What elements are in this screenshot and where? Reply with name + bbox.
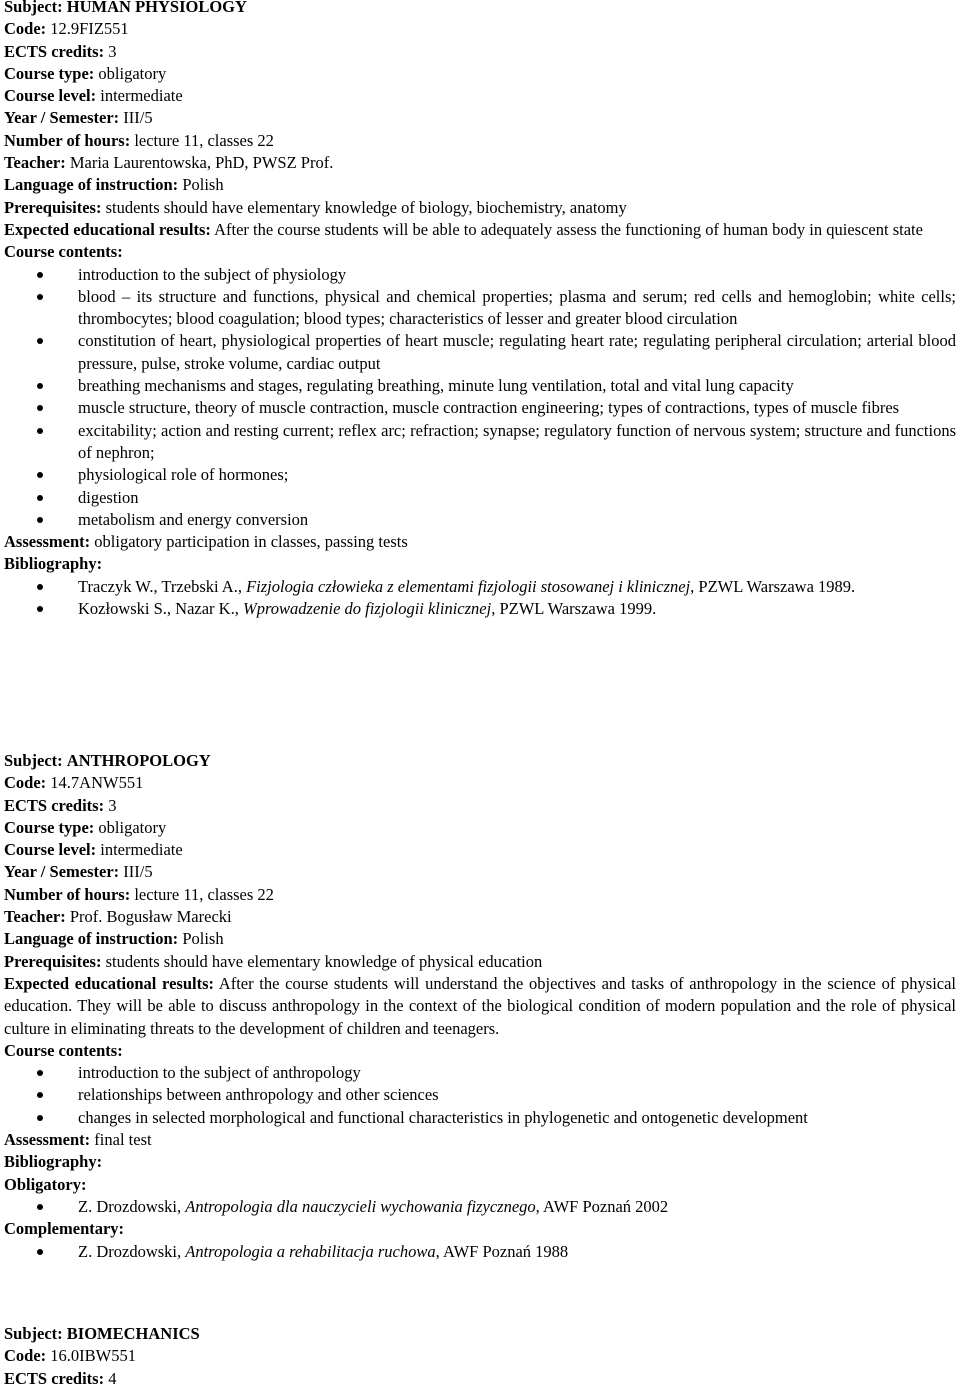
list-item: relationships between anthropology and other sciences	[4, 1084, 956, 1106]
biblio-publisher: , PZWL Warszawa 1989.	[690, 576, 856, 596]
code-line	[4, 1345, 956, 1367]
list-item: introduction to the subject of physiology	[4, 264, 956, 286]
subject-line	[4, 0, 956, 18]
assessment-label: Assessment:	[4, 532, 91, 552]
bibliography-label: Bibliography:	[4, 1152, 103, 1172]
language-line	[4, 928, 956, 950]
code-line	[4, 18, 956, 40]
code-value: 12.9FIZ551	[50, 19, 129, 39]
prerequisites-label: Prerequisites:	[4, 951, 102, 971]
hours-value: lecture 11, classes 22	[134, 130, 274, 150]
hours-line	[4, 884, 956, 906]
biblio-publisher: , PZWL Warszawa 1999.	[491, 599, 657, 619]
bibliography-label: Bibliography:	[4, 554, 103, 574]
teacher-line	[4, 152, 956, 174]
year-label: Year / Semester:	[4, 862, 120, 882]
bibliography-item	[4, 1241, 956, 1263]
hours-line	[4, 130, 956, 152]
prerequisites-line	[4, 197, 956, 219]
bibliography-item	[4, 576, 956, 598]
bibliography-item	[4, 598, 956, 620]
teacher-value: Maria Laurentowska, PhD, PWSZ Prof.	[69, 153, 334, 173]
subject-label: Subject:	[4, 1324, 63, 1343]
year-value: III/5	[123, 108, 153, 128]
teacher-line	[4, 906, 956, 928]
type-value: obligatory	[98, 63, 167, 83]
assessment-value: final test	[94, 1130, 152, 1150]
level-line	[4, 839, 956, 861]
hours-label: Number of hours:	[4, 130, 131, 150]
biblio-title: Antropologia a rehabilitacja ruchowa	[185, 1241, 436, 1261]
subject-label: Subject:	[4, 751, 63, 770]
results-value: After the course students will understand the objectives and tasks of anthropology in the science of physical education. They will be able to discuss anthropology in the context of the biological condition of modern population and the role of physical culture in eliminating threats to the development of children and teenagers.	[4, 973, 957, 1038]
biblio-publisher: , AWF Poznań 2002	[535, 1196, 669, 1216]
code-label: Code:	[4, 1346, 47, 1366]
subject-line	[4, 750, 956, 772]
ects-label: ECTS credits:	[4, 795, 105, 815]
list-item: excitability; action and resting current; reflex arc; refraction; synapse; regulatory function of nervous system; structure and functions of nephron;	[4, 420, 956, 465]
results-label: Expected educational results:	[4, 973, 214, 993]
level-label: Course level:	[4, 86, 97, 106]
type-label: Course type:	[4, 63, 95, 83]
ects-line	[4, 41, 956, 63]
ects-line	[4, 795, 956, 817]
code-value: 14.7ANW551	[50, 773, 144, 793]
assessment-line	[4, 531, 956, 553]
year-line	[4, 107, 956, 129]
prerequisites-value: students should have elementary knowledge of biology, biochemistry, anatomy	[105, 197, 627, 217]
subject-title: HUMAN PHYSIOLOGY	[66, 0, 247, 16]
obligatory-label: Obligatory:	[4, 1174, 87, 1194]
course-human-physiology	[4, 0, 956, 620]
level-line	[4, 85, 956, 107]
course-biomechanics	[4, 1323, 956, 1390]
code-label: Code:	[4, 773, 47, 793]
type-line	[4, 817, 956, 839]
results-label: Expected educational results:	[4, 219, 211, 239]
results-value: After the course students will be able to adequately assess the functioning of human body in quiescent state	[214, 219, 923, 239]
complementary-label: Complementary:	[4, 1219, 125, 1239]
language-line	[4, 174, 956, 196]
type-label: Course type:	[4, 817, 95, 837]
obligatory-list	[4, 1196, 956, 1218]
year-value: III/5	[123, 862, 153, 882]
teacher-label: Teacher:	[4, 907, 66, 927]
level-value: intermediate	[100, 86, 183, 106]
ects-label: ECTS credits:	[4, 1368, 105, 1388]
ects-value: 3	[108, 795, 117, 815]
code-value: 16.0IBW551	[50, 1346, 136, 1366]
level-value: intermediate	[100, 840, 183, 860]
type-value: obligatory	[98, 817, 167, 837]
prerequisites-value: students should have elementary knowledge of physical education	[105, 951, 543, 971]
level-label: Course level:	[4, 840, 97, 860]
contents-list	[4, 264, 956, 532]
assessment-label: Assessment:	[4, 1130, 91, 1150]
list-item: digestion	[4, 487, 956, 509]
hours-value: lecture 11, classes 22	[134, 884, 274, 904]
type-line	[4, 63, 956, 85]
list-item: metabolism and energy conversion	[4, 509, 956, 531]
language-label: Language of instruction:	[4, 929, 179, 949]
biblio-publisher: , AWF Poznań 1988	[435, 1241, 569, 1261]
contents-label: Course contents:	[4, 1040, 123, 1060]
list-item: muscle structure, theory of muscle contraction, muscle contraction engineering; types of contractions, types of muscle fibres	[4, 397, 956, 419]
complementary-list	[4, 1241, 956, 1263]
biblio-title: Wprowadzenie do fizjologii klinicznej	[242, 599, 492, 619]
year-line	[4, 861, 956, 883]
biblio-authors: Z. Drozdowski,	[78, 1241, 182, 1261]
ects-label: ECTS credits:	[4, 41, 105, 61]
bibliography-list	[4, 576, 956, 621]
results-line	[4, 219, 956, 241]
prerequisites-line	[4, 951, 956, 973]
list-item: physiological role of hormones;	[4, 464, 956, 486]
biblio-title: Fizjologia człowieka z elementami fizjologii stosowanej i klinicznej	[246, 576, 691, 596]
biblio-authors: Z. Drozdowski,	[78, 1196, 182, 1216]
subject-label: Subject:	[4, 0, 63, 16]
list-item: breathing mechanisms and stages, regulating breathing, minute lung ventilation, total and vital lung capacity	[4, 375, 956, 397]
language-value: Polish	[182, 175, 224, 195]
assessment-value: obligatory participation in classes, passing tests	[94, 532, 408, 552]
language-label: Language of instruction:	[4, 175, 179, 195]
language-value: Polish	[182, 929, 224, 949]
contents-list	[4, 1062, 956, 1129]
subject-title: ANTHROPOLOGY	[66, 751, 211, 770]
bibliography-item	[4, 1196, 956, 1218]
contents-label: Course contents:	[4, 242, 123, 262]
teacher-label: Teacher:	[4, 153, 66, 173]
code-label: Code:	[4, 19, 47, 39]
ects-value: 3	[108, 41, 117, 61]
code-line	[4, 772, 956, 794]
list-item: blood – its structure and functions, physical and chemical properties; plasma and serum; red cells and hemoglobin; white cells; thrombocytes; blood coagulation; blood types; characteristics of lesser and greater blood circulation	[4, 286, 956, 331]
ects-line	[4, 1368, 956, 1390]
list-item: introduction to the subject of anthropology	[4, 1062, 956, 1084]
ects-value: 4	[108, 1368, 117, 1388]
list-item: constitution of heart, physiological properties of heart muscle; regulating heart rate; regulating peripheral circulation; arterial blood pressure, pulse, stroke volume, cardiac output	[4, 330, 956, 375]
biblio-title: Antropologia dla nauczycieli wychowania fizycznego	[185, 1196, 536, 1216]
course-anthropology	[4, 750, 956, 1263]
biblio-authors: Traczyk W., Trzebski A.,	[78, 576, 242, 596]
results-line	[4, 973, 956, 1040]
teacher-value: Prof. Bogusław Marecki	[69, 907, 232, 927]
assessment-line	[4, 1129, 956, 1151]
subject-line	[4, 1323, 956, 1345]
list-item: changes in selected morphological and functional characteristics in phylogenetic and ontogenetic development	[4, 1107, 956, 1129]
hours-label: Number of hours:	[4, 884, 131, 904]
biblio-authors: Kozłowski S., Nazar K.,	[78, 599, 239, 619]
year-label: Year / Semester:	[4, 108, 120, 128]
prerequisites-label: Prerequisites:	[4, 197, 102, 217]
subject-title: BIOMECHANICS	[66, 1324, 200, 1343]
